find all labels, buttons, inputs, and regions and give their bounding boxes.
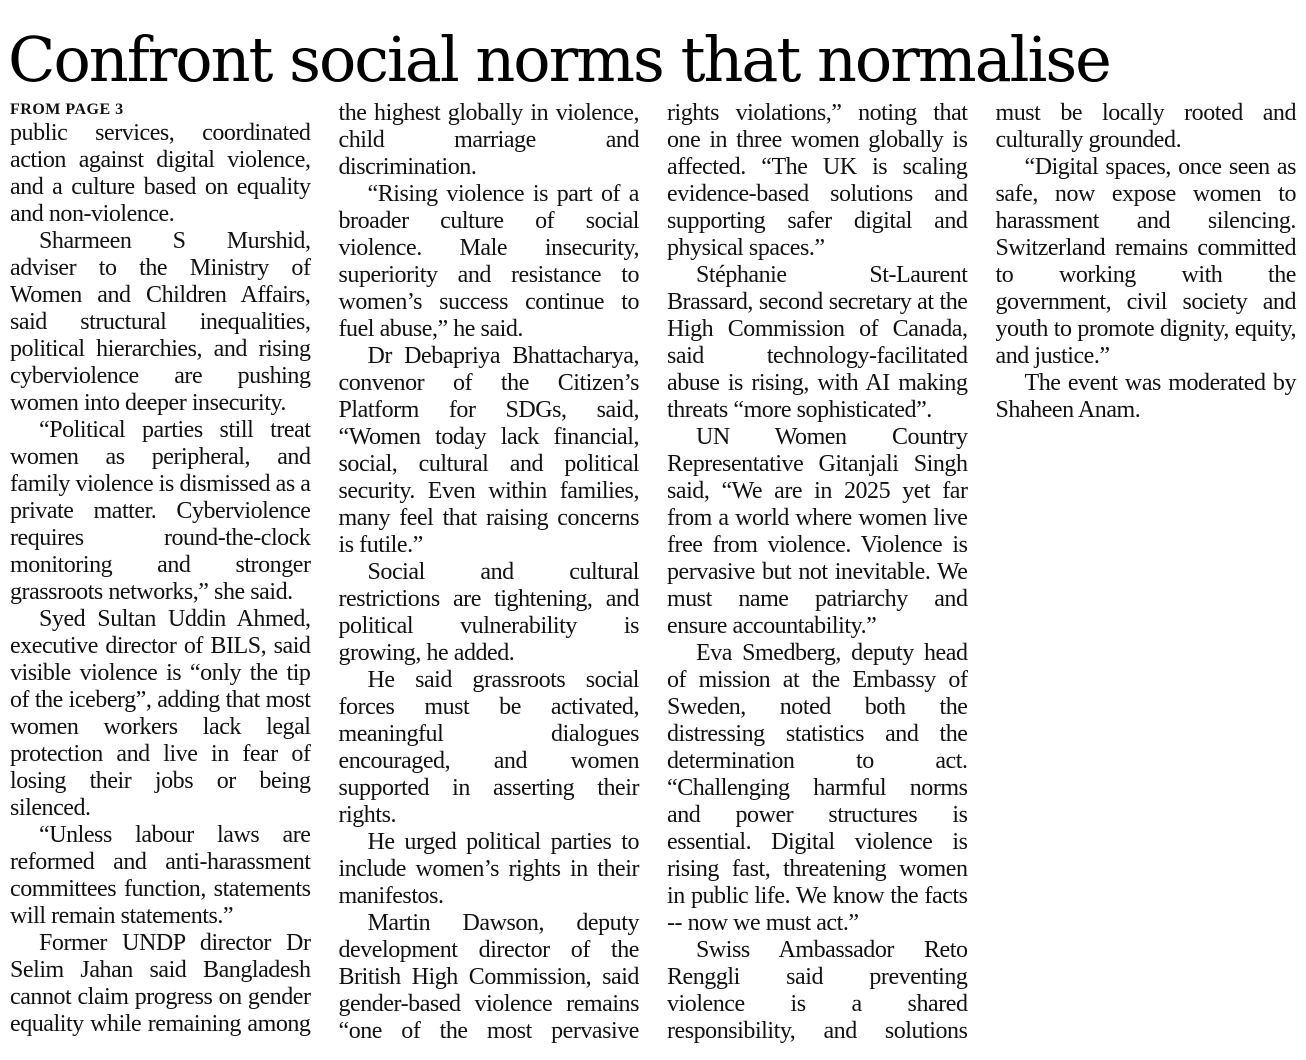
paragraph: “Digital spaces, once seen as safe, now expose women to harassment and silencing. Switzerland remains committed to working with the government, civil society and youth to promote dignity, equity, and justice.”: [995, 154, 1296, 369]
paragraph: “Unless labour laws are reformed and anti-harassment committees function, statements will remain statements.”: [10, 822, 311, 929]
article-body: [10, 100, 1296, 1050]
paragraph: Martin Dawson, deputy development director of the British High Commission, said gender-based violence remains “one of the most pervasive rights violations,” noting that one in three women globally is affected. “The UK is scaling evidence-based solutions and supporting safer digital and physical spaces.”: [338, 100, 968, 1044]
paragraph: Stéphanie St-Laurent Brassard, second secretary at the High Commission of Canada, said technology-facilitated abuse is rising, with AI making threats “more sophisticated”.: [667, 262, 968, 423]
paragraph: He said grassroots social forces must be activated, meaningful dialogues encouraged, and women supported in asserting their rights.: [338, 667, 639, 828]
paragraph: UN Women Country Representative Gitanjali Singh said, “We are in 2025 yet far from a world where women live free from violence. Violence is pervasive but not inevitable. We must name patriarchy and ensure accountability.”: [667, 424, 968, 639]
paragraph: public services, coordinated action against digital violence, and a culture based on equality and non-violence.: [10, 120, 311, 227]
paragraph: Dr Debapriya Bhattacharya, convenor of the Citizen’s Platform for SDGs, said, “Women today lack financial, social, cultural and political security. Even within families, many feel that raising concerns is futile.”: [338, 343, 639, 558]
paragraph: “Political parties still treat women as peripheral, and family violence is dismissed as a private matter. Cyberviolence requires round-the-clock monitoring and stronger grassroots networks,” she said.: [10, 417, 311, 605]
headline: Confront social norms that normalise: [8, 23, 1110, 96]
paragraph: Eva Smedberg, deputy head of mission at the Embassy of Sweden, noted both the distressing statistics and the determination to act. “Challenging harmful norms and power structures is essential. Digital violence is rising fast, threatening women in public life. We know the facts -- now we must act.”: [667, 640, 968, 936]
paragraph: Social and cultural restrictions are tightening, and political vulnerability is growing, he added.: [338, 559, 639, 666]
paragraph: Former UNDP director Dr Selim Jahan said Bangladesh cannot claim progress on gender equality while remaining among the highest globally in violence, child marriage and discrimination.: [10, 100, 639, 1037]
paragraph: He urged political parties to include women’s rights in their manifestos.: [338, 829, 639, 909]
continuation-kicker: FROM PAGE 3: [10, 101, 124, 118]
paragraph: Syed Sultan Uddin Ahmed, executive director of BILS, said visible violence is “only the tip of the iceberg”, adding that most women workers lack legal protection and live in fear of losing their jobs or being silenced.: [10, 606, 311, 821]
paragraph: “Rising violence is part of a broader culture of social violence. Male insecurity, superiority and resistance to women’s success continue to fuel abuse,” he said.: [338, 181, 639, 342]
paragraph: Sharmeen S Murshid, adviser to the Ministry of Women and Children Affairs, said structural inequalities, political hierarchies, and rising cyberviolence are pushing women into deeper insecurity.: [10, 228, 311, 416]
paragraph: The event was moderated by Shaheen Anam.: [995, 370, 1296, 423]
paragraph: Swiss Ambassador Reto Renggli said preventing violence is a shared responsibility, and solutions must be locally rooted and culturally grounded.: [667, 100, 1296, 1044]
